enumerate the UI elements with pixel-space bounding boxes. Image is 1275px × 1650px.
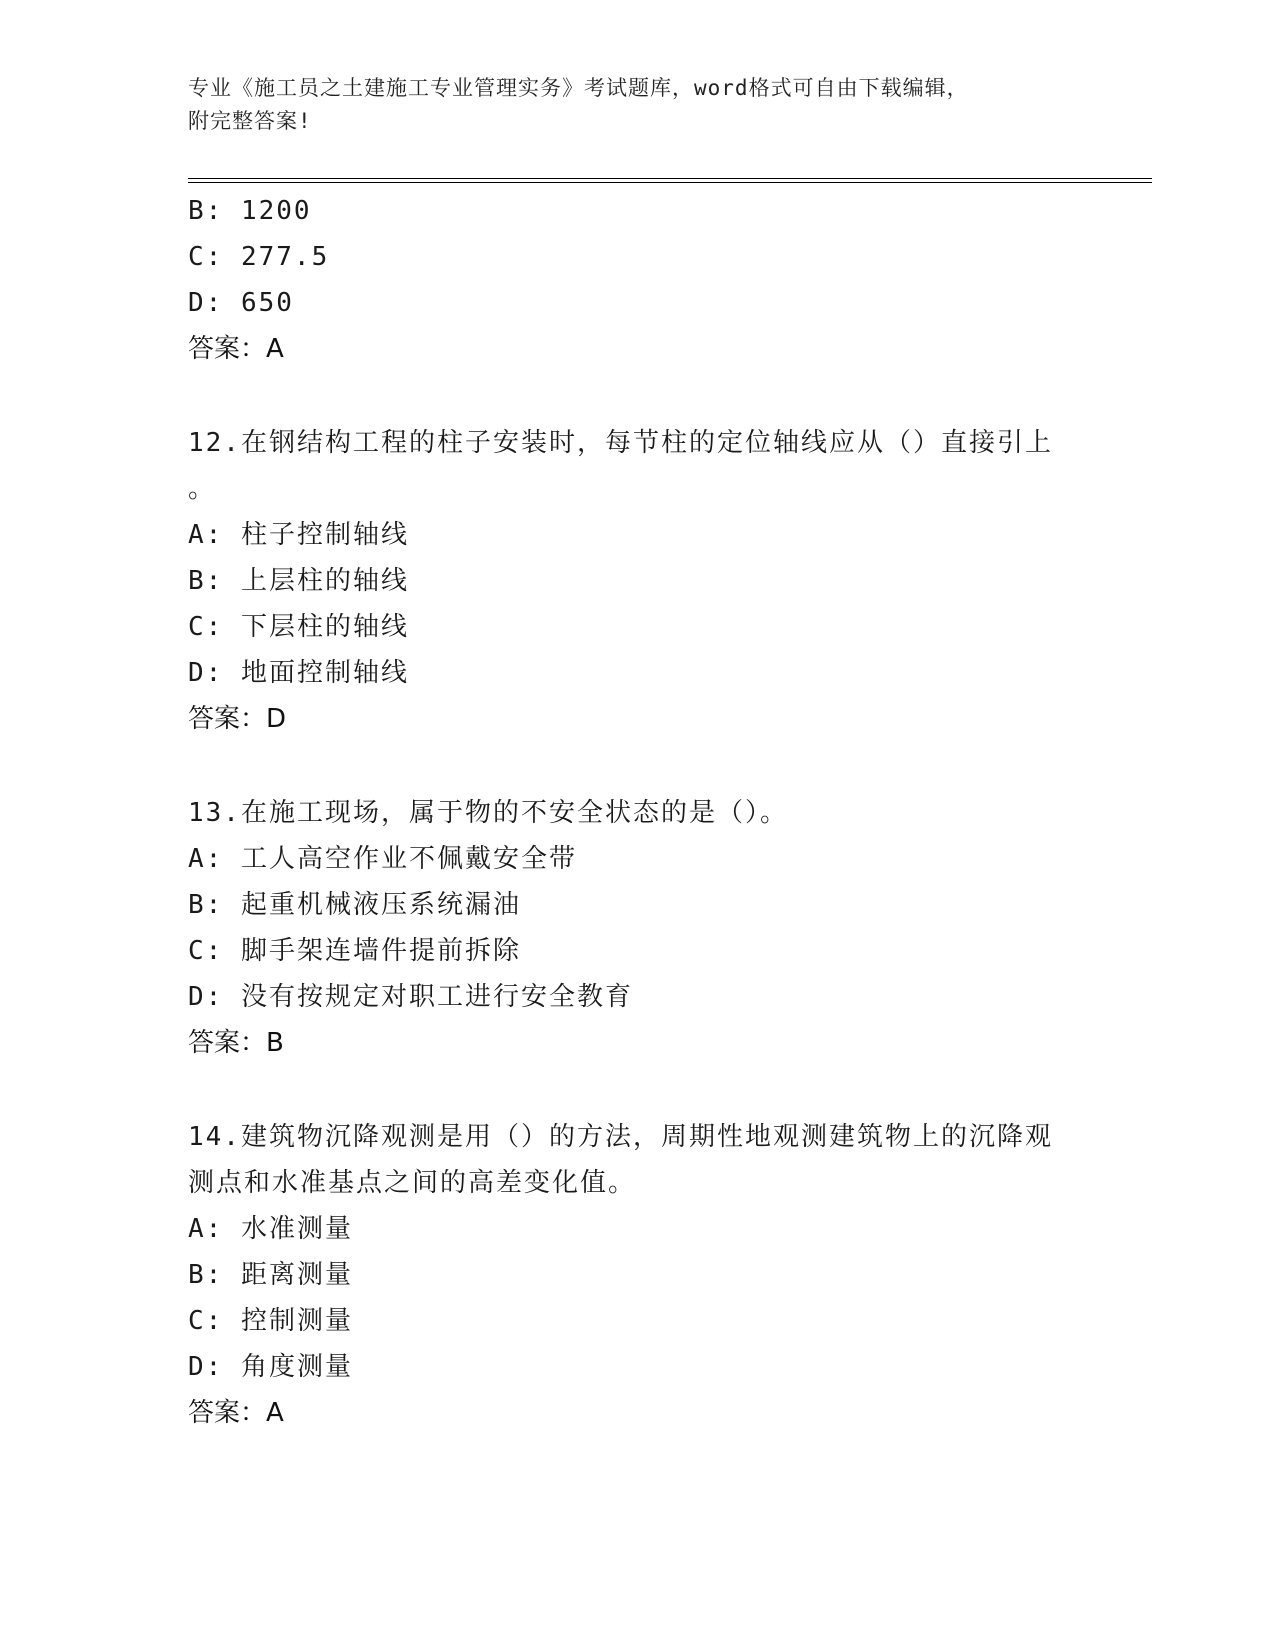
document-header — [188, 72, 1088, 138]
question-list — [188, 188, 1088, 1436]
question-text: 12.在钢结构工程的柱子安装时，每节柱的定位轴线应从（）直接引上 。 — [188, 428, 1053, 504]
answer: 答案：A — [188, 1398, 284, 1428]
option-d: D: 650 — [188, 288, 294, 318]
option-c: C: 277.5 — [188, 242, 330, 272]
option-c: C: 下层柱的轴线 — [188, 612, 409, 642]
option-b: B: 起重机械液压系统漏油 — [188, 890, 521, 920]
option-b: B: 上层柱的轴线 — [188, 566, 409, 596]
answer: 答案：D — [188, 704, 287, 734]
option-d: D: 角度测量 — [188, 1352, 353, 1382]
option-d: D: 没有按规定对职工进行安全教育 — [188, 982, 633, 1012]
header-line-1: 专业《施工员之土建施工专业管理实务》考试题库，word格式可自由下载编辑， — [188, 76, 969, 100]
question-text: 13.在施工现场，属于物的不安全状态的是（）。 — [188, 798, 788, 828]
header-divider-bottom — [188, 182, 1152, 183]
question-11-tail — [188, 188, 1088, 372]
question-13 — [188, 790, 1088, 1066]
answer: 答案：B — [188, 1028, 284, 1058]
option-c: C: 控制测量 — [188, 1306, 353, 1336]
option-d: D: 地面控制轴线 — [188, 658, 409, 688]
header-divider-top — [188, 178, 1152, 179]
answer: 答案：A — [188, 334, 284, 364]
question-14 — [188, 1114, 1088, 1436]
option-c: C: 脚手架连墙件提前拆除 — [188, 936, 521, 966]
option-a: A: 工人高空作业不佩戴安全带 — [188, 844, 577, 874]
option-a: A: 柱子控制轴线 — [188, 520, 409, 550]
option-b: B: 1200 — [188, 196, 312, 226]
question-12 — [188, 420, 1088, 742]
question-text: 14.建筑物沉降观测是用（）的方法，周期性地观测建筑物上的沉降观 测点和水准基点之间的高差变化值。 — [188, 1122, 1053, 1198]
option-a: A: 水准测量 — [188, 1214, 353, 1244]
header-line-2: 附完整答案! — [188, 109, 312, 133]
option-b: B: 距离测量 — [188, 1260, 353, 1290]
